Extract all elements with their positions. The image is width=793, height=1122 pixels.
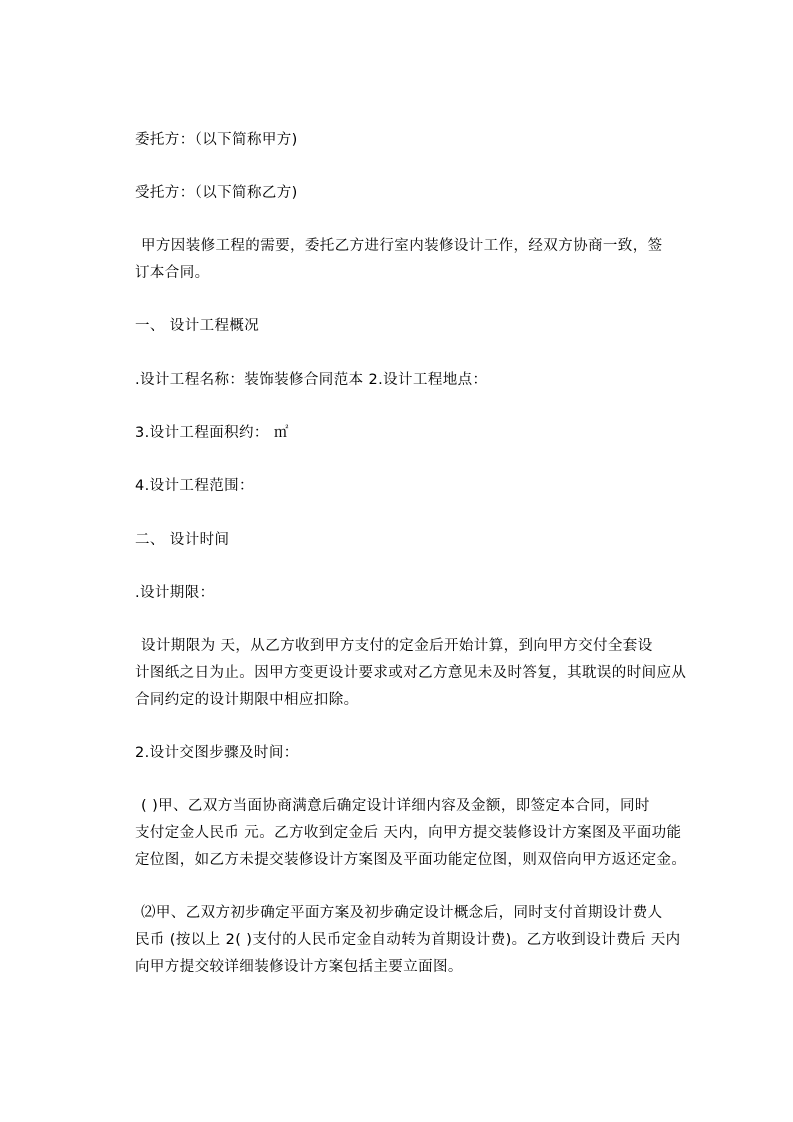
design-period-paragraph — [135, 633, 686, 714]
drawing-steps-label — [135, 740, 299, 767]
section-1-heading — [135, 313, 259, 340]
section-2-heading — [135, 527, 229, 554]
text-line: 民币 (按以上 2( )支付的人民币定金自动转为首期设计费)。乙方收到设计费后 天内 — [135, 932, 681, 948]
intro-paragraph — [135, 233, 663, 287]
text-line: .设计工程名称：装饰装修合同范本 2.设计工程地点： — [135, 372, 488, 388]
text-line: 订本合同。 — [135, 265, 210, 281]
text-line: 支付定金人民币 元。乙方收到定金后 天内，向甲方提交装修设计方案图及平面功能 — [135, 825, 682, 841]
text-line: 合同约定的设计期限中相应扣除。 — [135, 692, 359, 708]
text-line: 甲方因装修工程的需要，委托乙方进行室内装修设计工作，经双方协商一致，签 — [141, 238, 663, 254]
step-1-paragraph — [135, 793, 686, 874]
text-line: 向甲方提交较详细装修设计方案包括主要立面图。 — [135, 959, 463, 975]
project-name-location — [135, 367, 487, 394]
text-line: 受托方：（以下简称乙方) — [135, 185, 298, 201]
text-line: 设计期限为 天，从乙方收到甲方支付的定金后开始计算，到向甲方交付全套设 — [141, 638, 653, 654]
text-line: .设计期限： — [135, 585, 215, 601]
step-2-paragraph — [135, 900, 681, 981]
text-line: 计图纸之日为止。因甲方变更设计要求或对乙方意见未及时答复，其耽误的时间应从 — [135, 665, 687, 681]
text-line: 定位图，如乙方未提交装修设计方案图及平面功能定位图，则双倍向甲方返还定金。 — [135, 852, 687, 868]
text-line: 委托方：（以下简称甲方) — [135, 132, 298, 148]
text-line: ( )甲、乙双方当面协商满意后确定设计详细内容及金额，即签定本合同，同时 — [141, 798, 650, 814]
entrusting-party-line — [135, 127, 298, 154]
text-line: 二、 设计时间 — [135, 532, 230, 548]
text-line: 4.设计工程范围： — [135, 478, 254, 494]
text-line: 2.设计交图步骤及时间： — [135, 745, 299, 761]
text-line: 一、 设计工程概况 — [135, 318, 260, 334]
text-line: ⑵甲、乙双方初步确定平面方案及初步确定设计概念后，同时支付首期设计费人 — [141, 905, 663, 921]
entrusted-party-line — [135, 180, 298, 207]
text-line: 3.设计工程面积约： ㎡ — [135, 425, 289, 441]
project-scope — [135, 473, 254, 500]
project-area — [135, 420, 289, 447]
design-period-label — [135, 580, 215, 607]
